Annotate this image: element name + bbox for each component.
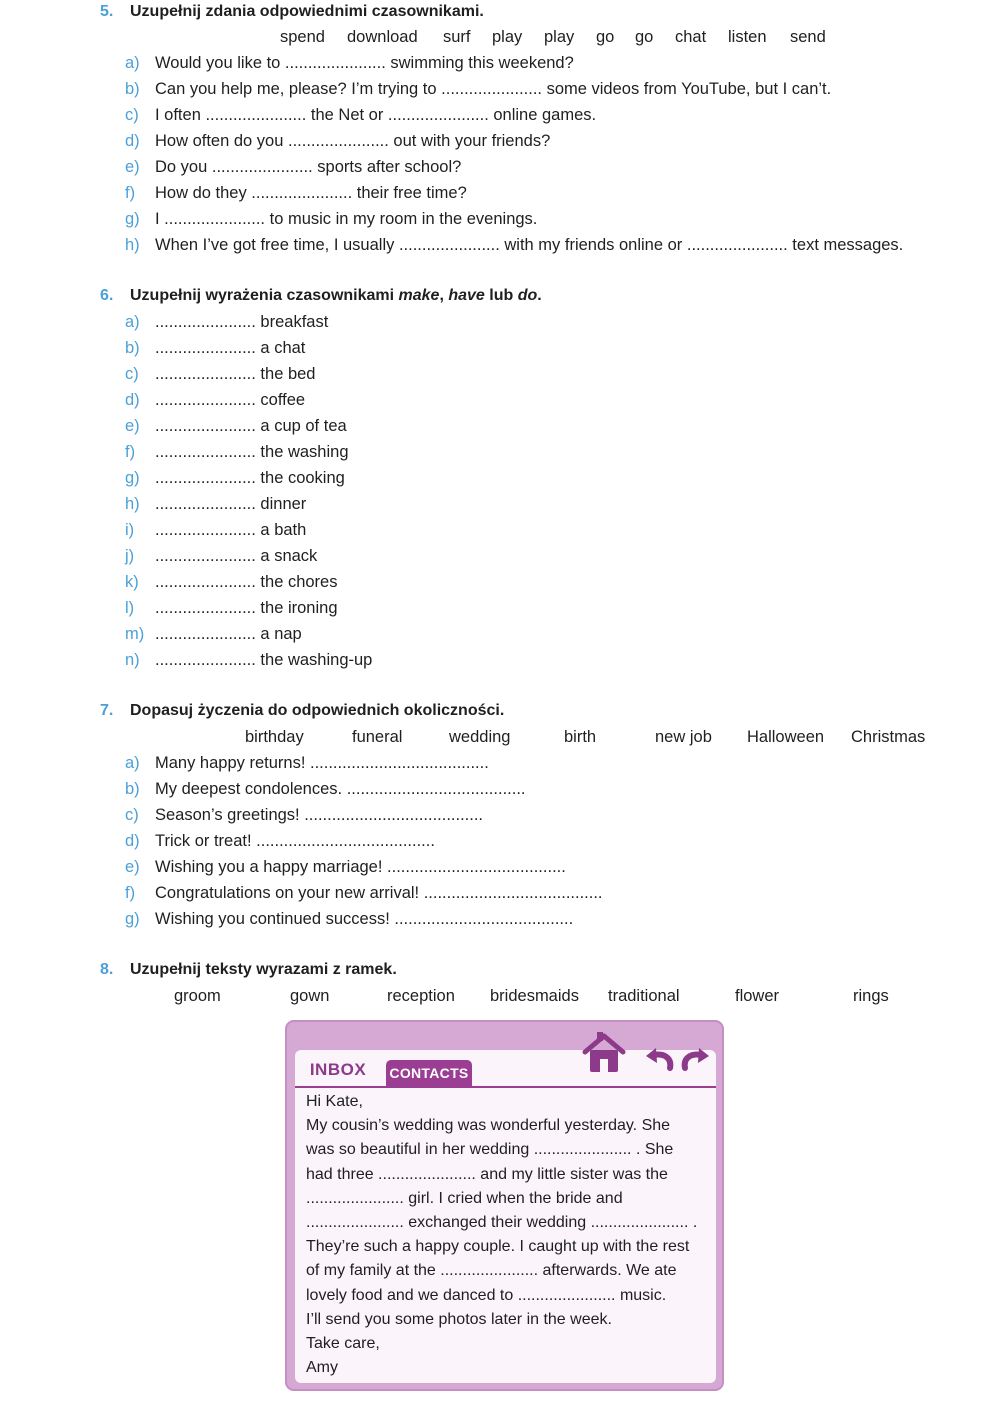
email-line: ...................... girl. I cried when the bride and — [306, 1189, 623, 1207]
list-item — [125, 180, 903, 206]
list-item — [125, 543, 372, 569]
item-text: Can you help me, please? I’m trying to ...................... some videos from YouTube, but I can’t. — [155, 80, 832, 98]
email-card — [285, 1020, 724, 1391]
item-letter: b) — [125, 80, 140, 98]
item-letter: e) — [125, 417, 140, 435]
item-letter: n) — [125, 651, 140, 669]
item-text: ...................... the chores — [155, 573, 338, 591]
ex6-title — [130, 287, 542, 304]
word-bank-item: bridesmaids — [490, 987, 579, 1005]
list-item — [125, 335, 372, 361]
list-item — [125, 102, 903, 128]
word-bank-item: Christmas — [851, 728, 926, 746]
ex8-word-bank — [0, 985, 1000, 1007]
email-line: My cousin’s wedding was wonderful yesterday. She — [306, 1117, 671, 1135]
item-letter: c) — [125, 365, 139, 383]
item-text: Wishing you continued success! ....................................... — [155, 910, 574, 928]
ex8-heading — [100, 959, 397, 981]
ex5-word-bank — [0, 26, 1000, 48]
item-text: When I’ve got free time, I usually ...................... with my friends online or ...................... text messages. — [155, 236, 904, 254]
ex6-title-part: lub — [484, 287, 518, 304]
item-text: ...................... the ironing — [155, 599, 338, 617]
item-letter: m) — [125, 625, 145, 643]
item-text: ...................... coffee — [155, 391, 306, 409]
list-item — [125, 206, 903, 232]
list-item — [125, 128, 903, 154]
item-letter: c) — [125, 806, 139, 824]
item-letter: a) — [125, 54, 140, 72]
tab-divider — [295, 1086, 716, 1088]
item-letter: h) — [125, 495, 140, 513]
item-text: How do they ...................... their free time? — [155, 184, 467, 202]
list-item — [125, 517, 372, 543]
item-text: ...................... a nap — [155, 625, 302, 643]
list-item — [125, 802, 603, 828]
list-item — [125, 569, 372, 595]
word-bank-item: new job — [655, 728, 712, 746]
word-bank-item: play — [544, 28, 575, 46]
ex7-word-bank — [0, 726, 1000, 748]
list-item — [125, 828, 603, 854]
ex6-title-part: . — [537, 287, 542, 304]
item-letter: j) — [125, 547, 135, 565]
item-text: Season’s greetings! ....................................... — [155, 806, 483, 824]
undo-icon[interactable] — [644, 1046, 676, 1072]
email-line: had three ...................... and my little sister was the — [306, 1165, 668, 1183]
email-line: Amy — [306, 1359, 338, 1377]
word-bank-item: chat — [675, 28, 707, 46]
word-bank-item: download — [347, 28, 418, 46]
item-text: How often do you ...................... out with your friends? — [155, 132, 551, 150]
ex8-title: Uzupełnij teksty wyrazami z ramek. — [130, 961, 397, 978]
tab-inbox[interactable]: INBOX — [295, 1053, 381, 1086]
email-line: I’ll send you some photos later in the week. — [306, 1310, 612, 1328]
list-item — [125, 387, 372, 413]
ex6-title-part: , — [439, 287, 449, 304]
list-item — [125, 76, 903, 102]
list-item — [125, 309, 372, 335]
ex7-title: Dopasuj życzenia do odpowiednich okoliczności. — [130, 702, 505, 719]
tab-contacts[interactable]: CONTACTS — [386, 1060, 472, 1086]
item-text: ...................... the bed — [155, 365, 316, 383]
item-text: I ...................... to music in my room in the evenings. — [155, 210, 538, 228]
list-item — [125, 50, 903, 76]
item-text: ...................... breakfast — [155, 313, 329, 331]
email-line: Hi Kate, — [306, 1093, 363, 1110]
list-item — [125, 154, 903, 180]
email-line: was so beautiful in her wedding ...................... . She — [306, 1141, 674, 1159]
ex5-number: 5. — [100, 3, 114, 20]
item-letter: e) — [125, 858, 140, 876]
ex6-title-part: Uzupełnij wyrażenia czasownikami — [130, 287, 399, 304]
list-item — [125, 906, 603, 932]
word-bank-item: wedding — [449, 728, 511, 746]
word-bank-item: surf — [443, 28, 471, 46]
item-text: Would you like to ...................... swimming this weekend? — [155, 54, 574, 72]
item-letter: l) — [125, 599, 135, 617]
word-bank-item: groom — [174, 987, 221, 1005]
item-letter: g) — [125, 210, 140, 228]
word-bank-item: birth — [564, 728, 597, 746]
item-text: I often ...................... the Net or ...................... online games. — [155, 106, 597, 124]
item-letter: d) — [125, 391, 140, 409]
word-bank-item: go — [635, 28, 654, 46]
word-bank-item: reception — [387, 987, 455, 1005]
item-letter: f) — [125, 884, 136, 902]
item-letter: h) — [125, 236, 140, 254]
list-item — [125, 413, 372, 439]
item-text: Trick or treat! ....................................... — [155, 832, 435, 850]
word-bank-item: spend — [280, 28, 325, 46]
list-item — [125, 595, 372, 621]
item-text: ...................... the washing — [155, 443, 349, 461]
item-letter: k) — [125, 573, 139, 591]
item-letter: d) — [125, 832, 140, 850]
item-letter: f) — [125, 443, 136, 461]
word-bank-item: funeral — [352, 728, 403, 746]
list-item — [125, 491, 372, 517]
list-item — [125, 439, 372, 465]
item-text: Congratulations on your new arrival! ....................................... — [155, 884, 603, 902]
word-bank-item: birthday — [245, 728, 304, 746]
email-line: Take care, — [306, 1335, 380, 1353]
item-letter: c) — [125, 106, 139, 124]
list-item — [125, 776, 603, 802]
word-bank-item: rings — [853, 987, 889, 1005]
ex6-title-make: make — [398, 287, 440, 304]
ex7-items — [125, 750, 603, 932]
email-line: of my family at the ...................... afterwards. We ate — [306, 1262, 677, 1280]
list-item — [125, 750, 603, 776]
item-text: ...................... a chat — [155, 339, 306, 357]
list-item — [125, 647, 372, 673]
item-text: My deepest condolences. ....................................... — [155, 780, 526, 798]
item-letter: d) — [125, 132, 140, 150]
list-item — [125, 232, 903, 258]
email-line: They’re such a happy couple. I caught up with the rest — [306, 1238, 690, 1256]
word-bank-item: gown — [290, 987, 330, 1005]
word-bank-item: listen — [728, 28, 767, 46]
item-text: Do you ...................... sports after school? — [155, 158, 462, 176]
word-bank-item: traditional — [608, 987, 680, 1005]
redo-icon[interactable] — [679, 1046, 711, 1072]
item-letter: e) — [125, 158, 140, 176]
ex8-number: 8. — [100, 961, 114, 978]
ex6-title-have: have — [448, 287, 485, 304]
item-text: ...................... dinner — [155, 495, 307, 513]
ex6-number: 6. — [100, 287, 114, 304]
ex5-title: Uzupełnij zdania odpowiednimi czasownikami. — [130, 3, 484, 20]
ex7-number: 7. — [100, 702, 114, 719]
item-text: ...................... a snack — [155, 547, 318, 565]
email-message — [306, 1090, 716, 1380]
item-text: ...................... a cup of tea — [155, 417, 347, 435]
email-line: lovely food and we danced to ...................... music. — [306, 1286, 667, 1304]
home-icon[interactable] — [581, 1030, 627, 1076]
list-item — [125, 854, 603, 880]
item-letter: b) — [125, 339, 140, 357]
item-text: Wishing you a happy marriage! ....................................... — [155, 858, 566, 876]
item-letter: b) — [125, 780, 140, 798]
list-item — [125, 361, 372, 387]
word-bank-item: play — [492, 28, 523, 46]
ex5-heading — [100, 1, 484, 23]
list-item — [125, 465, 372, 491]
item-letter: f) — [125, 184, 136, 202]
item-text: Many happy returns! ....................................... — [155, 754, 489, 772]
item-letter: a) — [125, 754, 140, 772]
item-letter: g) — [125, 469, 140, 487]
ex6-items — [125, 309, 372, 673]
word-bank-item: send — [790, 28, 826, 46]
ex6-heading — [100, 285, 542, 307]
list-item — [125, 880, 603, 906]
ex6-title-do: do — [517, 287, 538, 304]
ex5-items — [125, 50, 903, 258]
word-bank-item: go — [596, 28, 615, 46]
word-bank-item: Halloween — [747, 728, 825, 746]
ex7-heading — [100, 700, 504, 722]
item-text: ...................... a bath — [155, 521, 307, 539]
item-text: ...................... the washing-up — [155, 651, 373, 669]
item-letter: a) — [125, 313, 140, 331]
item-letter: g) — [125, 910, 140, 928]
item-letter: i) — [125, 521, 135, 539]
email-line: ...................... exchanged their wedding ...................... . — [306, 1214, 698, 1232]
list-item — [125, 621, 372, 647]
word-bank-item: flower — [735, 987, 780, 1005]
item-text: ...................... the cooking — [155, 469, 345, 487]
